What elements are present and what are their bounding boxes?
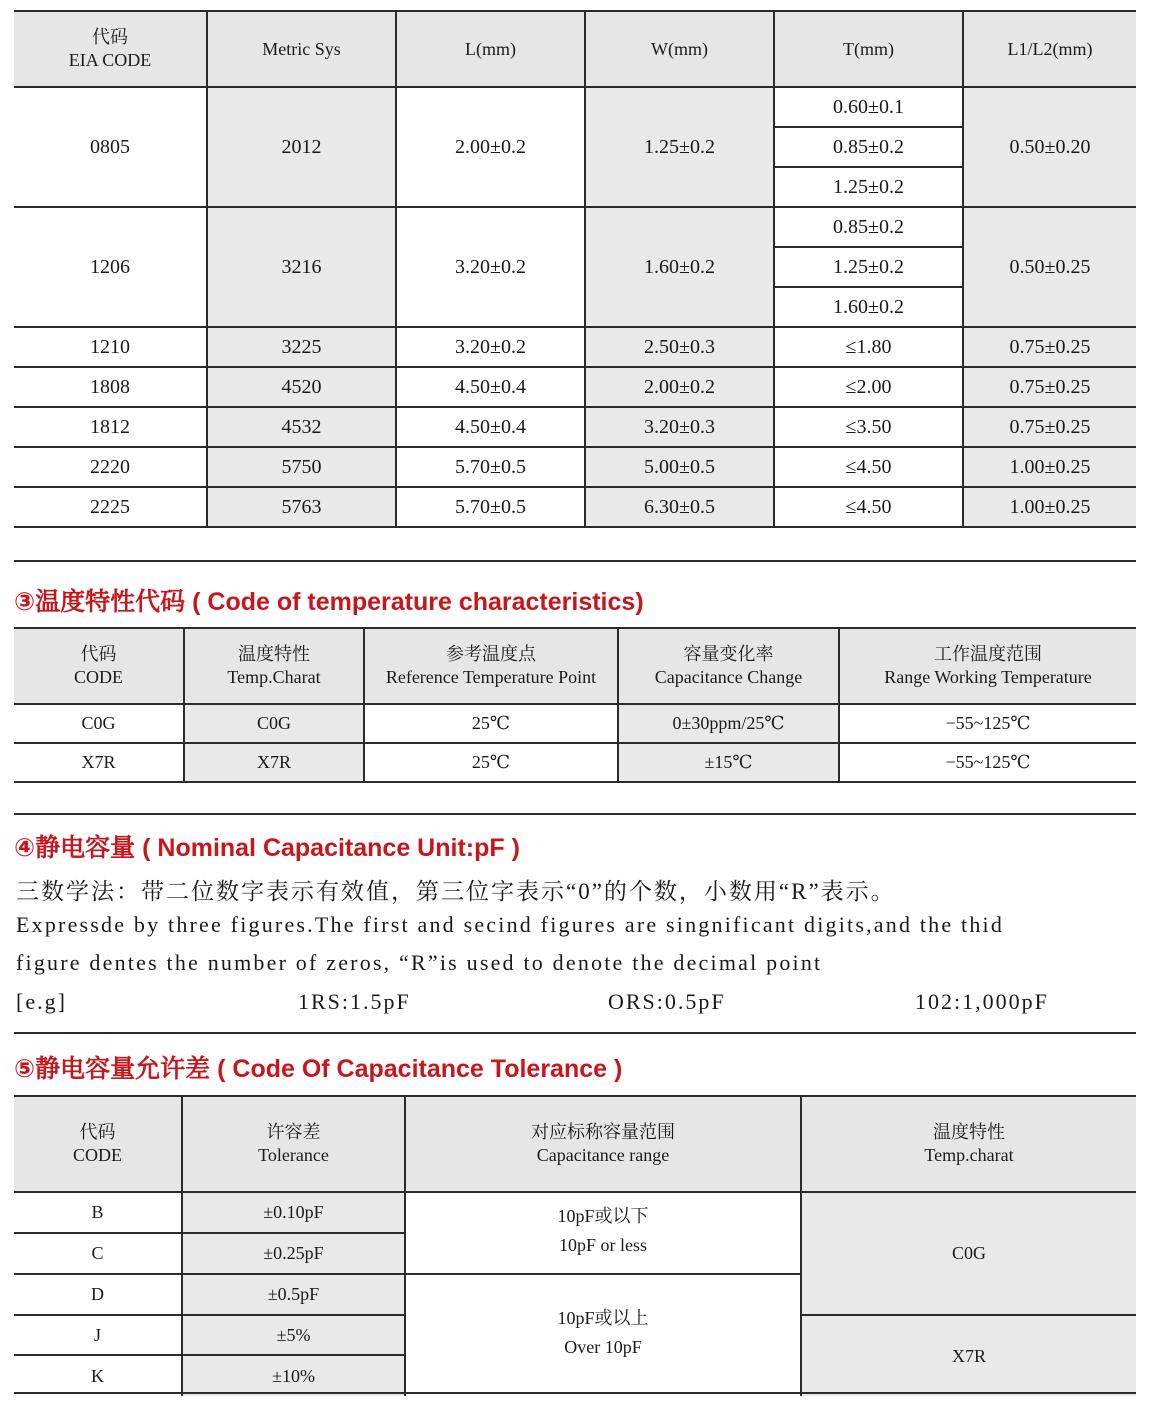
temp-charat-cell: X7R xyxy=(185,744,365,783)
dimension-table xyxy=(14,12,1136,528)
example-label: [e.g] xyxy=(16,989,67,1014)
working-range-cell: −55~125℃ xyxy=(840,744,1136,783)
section5-title: ⑤静电容量允许差 ( Code Of Capacitance Tolerance ) xyxy=(14,1055,623,1083)
thickness-cell: 0.85±0.2 xyxy=(775,208,964,248)
header-code: 代码 CODE xyxy=(14,629,185,705)
width-cell: 1.25±0.2 xyxy=(586,88,775,208)
l1l2-cell: 0.50±0.20 xyxy=(964,88,1136,208)
table-row xyxy=(14,368,1136,408)
encoding-rule-chinese: 三数学法：带二位数字表示有效值，第三位字表示“0”的个数，小数用“R”表示。 xyxy=(16,879,896,904)
header-code: 代码 CODE xyxy=(14,1097,183,1193)
table-row xyxy=(14,88,1136,128)
capacitance-change-cell: 0±30ppm/25℃ xyxy=(619,705,840,744)
section5-rule xyxy=(14,1032,1136,1034)
header-temp-charat: 温度特性 Temp.charat xyxy=(802,1097,1136,1193)
header-reference-point: 参考温度点 Reference Temperature Point xyxy=(365,629,619,705)
length-cell: 3.20±0.2 xyxy=(397,328,586,368)
l1l2-cell: 1.00±0.25 xyxy=(964,448,1136,488)
length-cell: 2.00±0.2 xyxy=(397,88,586,208)
header-metric: Metric Sys xyxy=(208,12,397,88)
metric-cell: 4532 xyxy=(208,408,397,448)
capacitance-change-cell: ±15℃ xyxy=(619,744,840,783)
range-over-cell: 10pF或以上 Over 10pF xyxy=(406,1275,802,1396)
encoding-rule-english-1: Expressde by three figures.The first and secind figures are singnificant digits,and the thid xyxy=(16,912,1005,937)
thickness-cell: ≤2.00 xyxy=(775,368,964,408)
table-row xyxy=(14,208,1136,248)
temperature-table xyxy=(14,629,1136,783)
encoding-rule-english-2: figure dentes the number of zeros, “R”is used to denote the decimal point xyxy=(16,950,823,975)
bottom-rule xyxy=(14,1392,1136,1394)
tolerance-cell: ±0.5pF xyxy=(183,1275,406,1316)
thickness-cell: 1.25±0.2 xyxy=(775,168,964,208)
length-cell: 3.20±0.2 xyxy=(397,208,586,328)
table-row xyxy=(14,488,1136,528)
l1l2-cell: 0.75±0.25 xyxy=(964,408,1136,448)
header-thickness: T(mm) xyxy=(775,12,964,88)
thickness-cell: 1.25±0.2 xyxy=(775,248,964,288)
thickness-cell: 0.85±0.2 xyxy=(775,128,964,168)
code-cell: X7R xyxy=(14,744,185,783)
width-cell: 2.50±0.3 xyxy=(586,328,775,368)
width-cell: 6.30±0.5 xyxy=(586,488,775,528)
eia-cell: 2220 xyxy=(14,448,208,488)
code-cell: K xyxy=(14,1356,183,1396)
metric-cell: 2012 xyxy=(208,88,397,208)
width-cell: 1.60±0.2 xyxy=(586,208,775,328)
temp-charat-cell: C0G xyxy=(185,705,365,744)
temp-c0g-cell: C0G xyxy=(802,1193,1136,1316)
table-row xyxy=(14,705,1136,744)
table-row xyxy=(14,408,1136,448)
table-row xyxy=(14,448,1136,488)
header-capacitance-range: 对应标称容量范围 Capacitance range xyxy=(406,1097,802,1193)
temperature-header-row xyxy=(14,629,1136,705)
thickness-cell: ≤4.50 xyxy=(775,448,964,488)
table-row xyxy=(14,744,1136,783)
metric-cell: 3225 xyxy=(208,328,397,368)
eia-cell: 0805 xyxy=(14,88,208,208)
reference-point-cell: 25℃ xyxy=(365,705,619,744)
eia-cell: 1206 xyxy=(14,208,208,328)
header-capacitance-change: 容量变化率 Capacitance Change xyxy=(619,629,840,705)
section3-rule xyxy=(14,560,1136,562)
thickness-cell: 0.60±0.1 xyxy=(775,88,964,128)
header-width: W(mm) xyxy=(586,12,775,88)
thickness-cell: 1.60±0.2 xyxy=(775,288,964,328)
l1l2-cell: 0.75±0.25 xyxy=(964,368,1136,408)
example-3: 102:1,000pF xyxy=(915,989,1049,1014)
eia-cell: 2225 xyxy=(14,488,208,528)
length-cell: 5.70±0.5 xyxy=(397,488,586,528)
metric-cell: 5750 xyxy=(208,448,397,488)
length-cell: 4.50±0.4 xyxy=(397,408,586,448)
metric-cell: 5763 xyxy=(208,488,397,528)
tolerance-cell: ±0.25pF xyxy=(183,1234,406,1275)
range-less-cell: 10pF或以下 10pF or less xyxy=(406,1193,802,1275)
tolerance-cell: ±10% xyxy=(183,1356,406,1396)
eia-cell: 1812 xyxy=(14,408,208,448)
table-row xyxy=(14,1193,1136,1234)
code-cell: D xyxy=(14,1275,183,1316)
tolerance-cell: ±0.10pF xyxy=(183,1193,406,1234)
header-tolerance: 许容差 Tolerance xyxy=(183,1097,406,1193)
tolerance-header-row xyxy=(14,1097,1136,1193)
thickness-cell: ≤3.50 xyxy=(775,408,964,448)
dimension-header-row xyxy=(14,12,1136,88)
eia-cell: 1808 xyxy=(14,368,208,408)
reference-point-cell: 25℃ xyxy=(365,744,619,783)
code-cell: J xyxy=(14,1316,183,1356)
header-l1l2: L1/L2(mm) xyxy=(964,12,1136,88)
working-range-cell: −55~125℃ xyxy=(840,705,1136,744)
thickness-cell: ≤4.50 xyxy=(775,488,964,528)
tolerance-cell: ±5% xyxy=(183,1316,406,1356)
section3-title: ③温度特性代码 ( Code of temperature characteristics) xyxy=(14,588,644,616)
section4-title: ④静电容量 ( Nominal Capacitance Unit:pF ) xyxy=(14,834,520,862)
l1l2-cell: 1.00±0.25 xyxy=(964,488,1136,528)
metric-cell: 3216 xyxy=(208,208,397,328)
width-cell: 2.00±0.2 xyxy=(586,368,775,408)
header-working-range: 工作温度范围 Range Working Temperature xyxy=(840,629,1136,705)
code-cell: C xyxy=(14,1234,183,1275)
table-row xyxy=(14,328,1136,368)
code-cell: B xyxy=(14,1193,183,1234)
header-length: L(mm) xyxy=(397,12,586,88)
thickness-cell: ≤1.80 xyxy=(775,328,964,368)
header-eia-code: 代码 EIA CODE xyxy=(14,12,208,88)
eia-cell: 1210 xyxy=(14,328,208,368)
width-cell: 5.00±0.5 xyxy=(586,448,775,488)
width-cell: 3.20±0.3 xyxy=(586,408,775,448)
metric-cell: 4520 xyxy=(208,368,397,408)
temp-x7r-cell: X7R xyxy=(802,1316,1136,1396)
code-cell: C0G xyxy=(14,705,185,744)
l1l2-cell: 0.75±0.25 xyxy=(964,328,1136,368)
example-1: 1RS:1.5pF xyxy=(298,989,411,1014)
length-cell: 5.70±0.5 xyxy=(397,448,586,488)
header-temp-charat: 温度特性 Temp.Charat xyxy=(185,629,365,705)
l1l2-cell: 0.50±0.25 xyxy=(964,208,1136,328)
example-2: ORS:0.5pF xyxy=(608,989,726,1014)
section4-rule xyxy=(14,813,1136,815)
tolerance-table xyxy=(14,1097,1136,1396)
length-cell: 4.50±0.4 xyxy=(397,368,586,408)
